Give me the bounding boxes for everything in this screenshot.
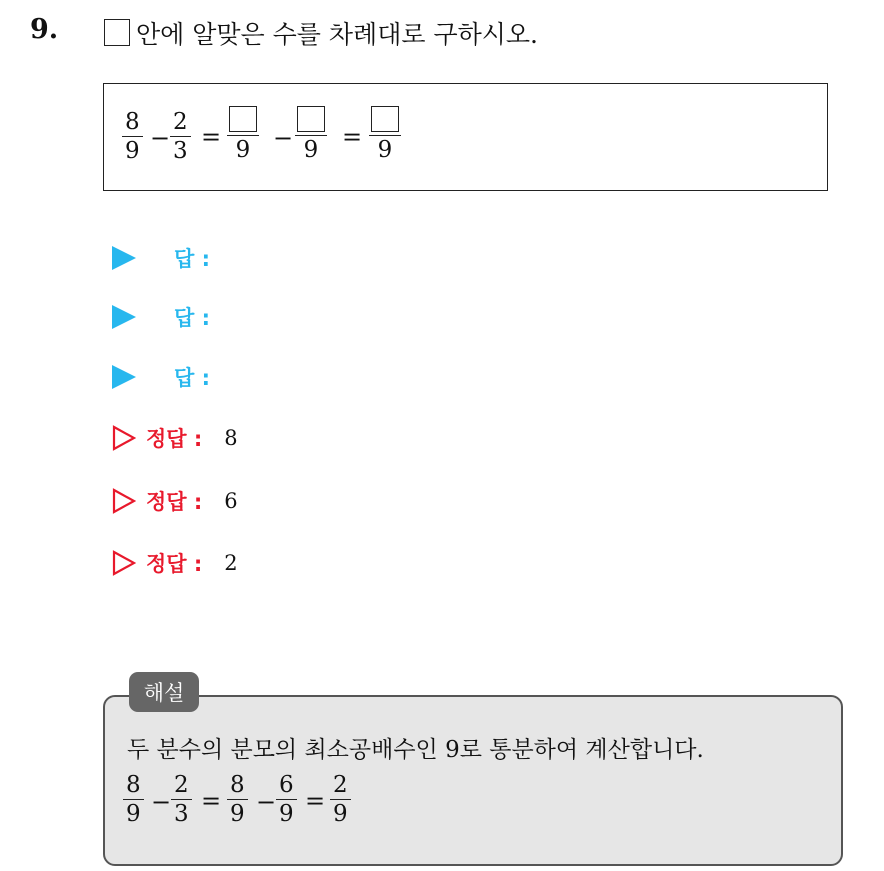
denominator: 9 xyxy=(230,801,245,827)
answer-key-label: 정답 : xyxy=(146,552,203,576)
answer-row-1[interactable] xyxy=(112,242,210,274)
denominator: 3 xyxy=(174,801,189,827)
outline-triangle-icon xyxy=(112,488,136,514)
denominator: 9 xyxy=(125,138,140,164)
explanation-fraction-2-3 xyxy=(171,771,192,828)
outline-triangle-icon xyxy=(112,550,136,576)
fraction-blank-9-c xyxy=(369,106,401,164)
numerator: 2 xyxy=(174,772,189,798)
denominator: 9 xyxy=(126,801,141,827)
answer-label: 답 : xyxy=(174,306,210,330)
explanation-box xyxy=(103,695,843,866)
triangle-arrow-icon xyxy=(112,305,136,329)
denominator: 3 xyxy=(173,138,188,164)
minus-sign: − xyxy=(151,788,172,816)
equals-sign: = xyxy=(201,123,222,151)
fraction-blank-9-b xyxy=(295,106,327,164)
numerator: 2 xyxy=(173,109,188,135)
equals-sign: = xyxy=(342,123,363,151)
minus-sign: − xyxy=(150,124,171,152)
answer-key-row-2 xyxy=(112,485,238,517)
denominator: 9 xyxy=(303,137,319,163)
minus-sign: − xyxy=(273,124,294,152)
fraction-8-9 xyxy=(122,108,143,165)
answer-key-value: 2 xyxy=(224,551,238,575)
fraction-blank-9-a xyxy=(227,106,259,164)
explanation-fraction-8-9-b xyxy=(227,771,248,828)
numerator: 8 xyxy=(125,109,140,135)
answer-key-label: 정답 : xyxy=(146,490,203,514)
answer-row-3[interactable] xyxy=(112,361,210,393)
denominator: 9 xyxy=(333,801,348,827)
answer-blank-2[interactable] xyxy=(297,106,325,132)
denominator: 9 xyxy=(377,137,393,163)
answer-key-value: 8 xyxy=(224,426,238,450)
equals-sign: = xyxy=(305,787,326,815)
numerator: 8 xyxy=(126,772,141,798)
explanation-text: 두 분수의 분모의 최소공배수인 9로 통분하여 계산합니다. xyxy=(127,737,704,763)
explanation-fraction-6-9 xyxy=(276,771,297,828)
answer-key-label: 정답 : xyxy=(146,427,203,451)
explanation-tag: 해설 xyxy=(129,672,199,712)
denominator: 9 xyxy=(235,137,251,163)
blank-box-icon xyxy=(104,19,130,46)
answer-blank-3[interactable] xyxy=(371,106,399,132)
answer-key-row-3 xyxy=(112,547,238,579)
explanation-fraction-2-9 xyxy=(330,771,351,828)
numerator: 6 xyxy=(279,772,294,798)
numerator: 2 xyxy=(333,772,348,798)
answer-row-2[interactable] xyxy=(112,301,210,333)
explanation-fraction-8-9 xyxy=(123,771,144,828)
answer-label: 답 : xyxy=(174,366,210,390)
equals-sign: = xyxy=(201,787,222,815)
question-number: 9. xyxy=(30,14,59,45)
denominator: 9 xyxy=(279,801,294,827)
answer-key-row-1 xyxy=(112,422,238,454)
minus-sign: − xyxy=(256,788,277,816)
question-text: 안에 알맞은 수를 차례대로 구하시오. xyxy=(136,20,538,49)
triangle-arrow-icon xyxy=(112,365,136,389)
fraction-2-3 xyxy=(170,108,191,165)
outline-triangle-icon xyxy=(112,425,136,451)
answer-label: 답 : xyxy=(174,247,210,271)
answer-key-value: 6 xyxy=(224,489,238,513)
numerator: 8 xyxy=(230,772,245,798)
triangle-arrow-icon xyxy=(112,246,136,270)
answer-blank-1[interactable] xyxy=(229,106,257,132)
